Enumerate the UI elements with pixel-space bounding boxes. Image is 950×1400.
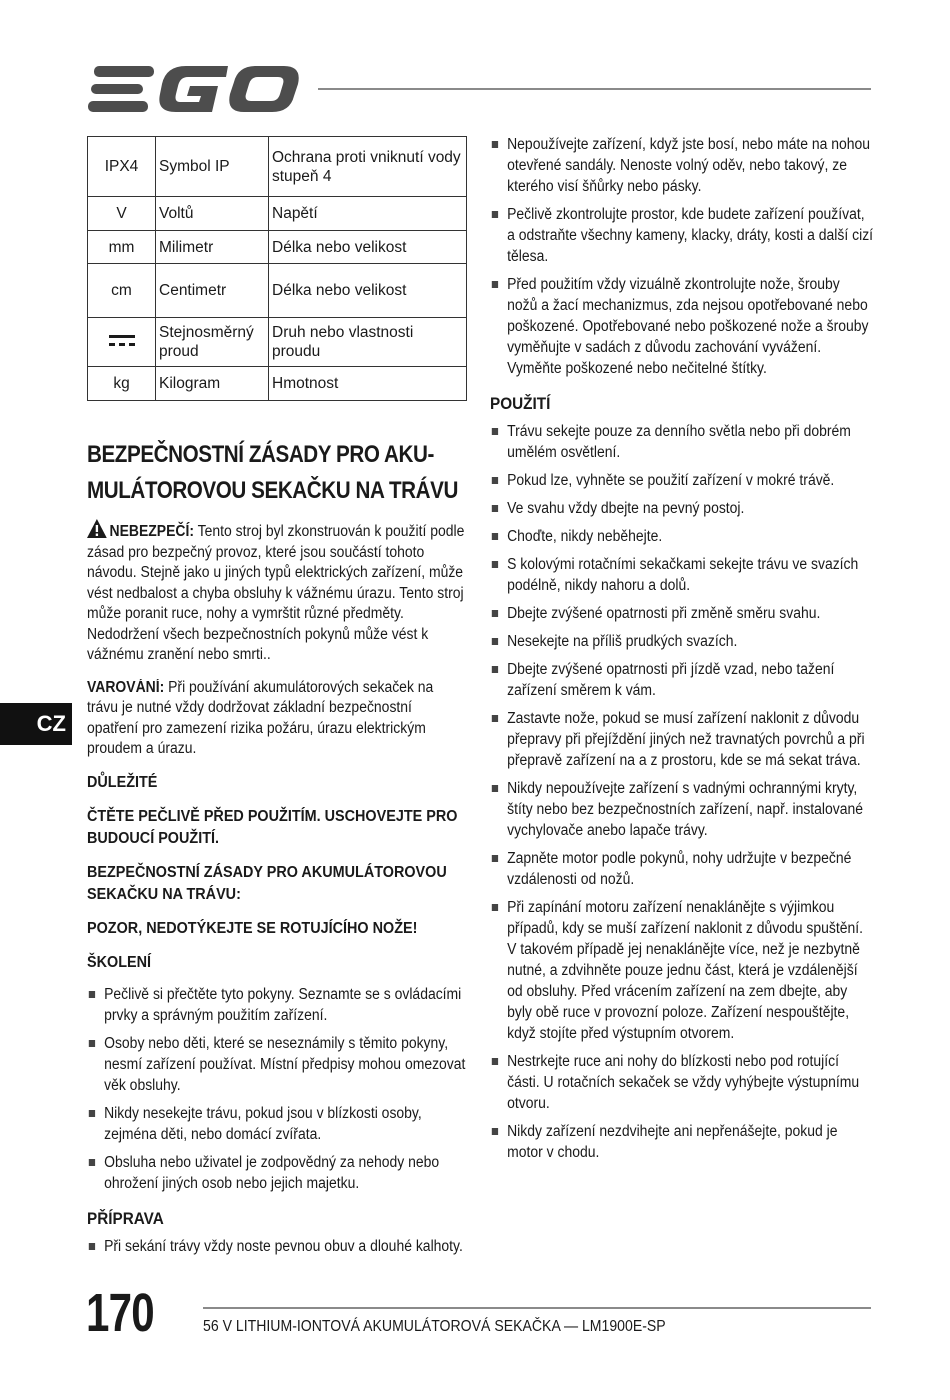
warning-label: VAROVÁNÍ: [87, 678, 165, 696]
ego-logo [88, 64, 300, 114]
symbol-table [87, 136, 467, 401]
warning-paragraph [87, 678, 467, 760]
dc-current-icon [109, 333, 135, 347]
training-list [87, 984, 467, 1194]
symbol-cell: kg [88, 367, 156, 401]
use-heading: POUŽITÍ [490, 394, 551, 413]
meaning-cell: Hmotnost [269, 367, 467, 401]
warning-triangle-icon [87, 519, 107, 538]
table-row [88, 318, 467, 367]
danger-text: Tento stroj byl zkonstruován k použití podle zásad pro bezpečný provoz, které jsou součástí tohoto návodu. Stejně jako u jiných typů elektrických zařízení, může vést nedbalost a chyba obsluhy k vážnému úrazu. Tento stroj může poranit ruce, nohy a vymrštit různé předměty. Nedodržení všech bezpečnostních pokynů může vést k vážnému zranění nebo smrti.. [87, 523, 465, 663]
list-item: Ve svahu vždy dbejte na pevný postoj. [490, 498, 873, 519]
symbol-cell [88, 318, 156, 367]
list-item: Nesekejte na příliš prudkých svazích. [490, 631, 873, 652]
list-item: Dbejte zvýšené opatrnosti při jízdě vzad, nebo tažení zařízení směrem k vám. [490, 659, 873, 701]
list-item: Pečlivě si přečtěte tyto pokyny. Seznamte se s ovládacími prvky a správným použitím zařízení. [87, 984, 467, 1026]
prep-continued-list [490, 134, 873, 379]
name-cell: Symbol IP [156, 137, 269, 197]
list-item: Pečlivě zkontrolujte prostor, kde budete zařízení používat, a odstraňte všechny kameny, klacky, dráty, kosti a další cizí tělesa. [490, 204, 873, 267]
list-item: Před použitím vždy vizuálně zkontrolujte nože, šrouby nožů a žací mechanizmus, zda nejsou opotřebované nebo poškozené. Opotřebované nebo poškozené nože a šrouby vyměňujte v sadách z důvodu zachování vyvážení. Vyměňte poškozené nebo nečitelné štítky. [490, 274, 873, 379]
list-item: Při zapínání motoru zařízení nenaklánějte s výjimkou případů, kdy se muší zařízení naklonit z důvodu spuštění. V takovém případě jej nenaklánějte více, než je nezbytně nutné, a zdvihněte pouze jednu část, která je vzdálenější od obsluhy. Před vrácením zařízení na zem dbejte, aby byly obě ruce v provozní poloze. Zařízení nespouštějte, když stojíte před výstupním otvorem. [490, 897, 873, 1044]
table-row [88, 197, 467, 231]
language-tab: CZ [0, 703, 72, 745]
safety-rules-heading: BEZPEČNOSTNÍ ZÁSADY PRO AKUMULÁTOROVOU SEKAČKU NA TRÁVU: [87, 863, 447, 903]
name-cell: Voltů [156, 197, 269, 231]
meaning-cell: Napětí [269, 197, 467, 231]
list-item: Nikdy nesekejte trávu, pokud jsou v blízkosti osoby, zejména děti, nebo domácí zvířata. [87, 1103, 467, 1145]
table-row [88, 231, 467, 264]
list-item: Zastavte nože, pokud se musí zařízení naklonit z důvodu přepravy při přejíždění jiných než travnatých povrchů a při přepravě zařízení na a z prostoru, kde se má sekat tráva. [490, 708, 873, 771]
symbol-cell: IPX4 [88, 137, 156, 197]
list-item: Nepoužívejte zařízení, když jste bosí, nebo máte na nohou otevřené sandály. Nenoste volný oděv, nebo takový, ze kterého visí šňůrky nebo pásky. [490, 134, 873, 197]
important-heading: DŮLEŽITÉ [87, 773, 158, 791]
name-cell: Stejnosměrný proud [156, 318, 269, 367]
name-cell: Milimetr [156, 231, 269, 264]
list-item: Pokud lze, vyhněte se použití zařízení v mokré trávě. [490, 470, 873, 491]
read-carefully-heading: ČTĚTE PEČLIVĚ PŘED POUŽITÍM. USCHOVEJTE PRO BUDOUCÍ POUŽITÍ. [87, 807, 458, 847]
footer-rule [203, 1307, 871, 1309]
footer-title: 56 V LITHIUM-IONTOVÁ AKUMULÁTOROVÁ SEKAČKA — LM1900E-SP [203, 1318, 666, 1335]
table-row [88, 264, 467, 318]
list-item: Nestrkejte ruce ani nohy do blízkosti nebo pod rotující části. U rotačních sekaček se vždy vyhýbejte výstupnímu otvoru. [490, 1051, 873, 1114]
prep-list [87, 1236, 467, 1257]
section-title: BEZPEČNOSTNÍ ZÁSADY PRO AKU- MULÁTOROVOU SEKAČKU NA TRÁVU [87, 441, 458, 504]
caution-heading: POZOR, NEDOTÝKEJTE SE ROTUJÍCÍHO NOŽE! [87, 919, 418, 937]
meaning-cell: Ochrana proti vniknutí vody stupeň 4 [269, 137, 467, 197]
symbol-cell: mm [88, 231, 156, 264]
list-item: Choďte, nikdy neběhejte. [490, 526, 873, 547]
name-cell: Kilogram [156, 367, 269, 401]
list-item: Trávu sekejte pouze za denního světla nebo při dobrém umělém osvětlení. [490, 421, 873, 463]
left-column [87, 136, 467, 1257]
list-item: Obsluha nebo uživatel je zodpovědný za nehody nebo ohrožení jiných osob nebo jejich majetku. [87, 1152, 467, 1194]
right-column [490, 134, 873, 1163]
list-item: Dbejte zvýšené opatrnosti při změně směru svahu. [490, 603, 873, 624]
danger-label: NEBEZPEČÍ: [109, 523, 194, 540]
list-item: Při sekání trávy vždy noste pevnou obuv a dlouhé kalhoty. [87, 1236, 467, 1257]
symbol-cell: cm [88, 264, 156, 318]
table-row [88, 137, 467, 197]
list-item: Nikdy nepoužívejte zařízení s vadnými ochrannými kryty, štíty nebo bez bezpečnostních zařízení, např. instalované vychylovače anebo lapače trávy. [490, 778, 873, 841]
warning-text: Při používání akumulátorových sekaček na trávu je nutné vždy dodržovat základní bezpečnostní opatření pro zamezení rizika požáru, úrazu elektrickým proudem a úrazu. [87, 678, 434, 757]
list-item: Zapněte motor podle pokynů, nohy udržujte v bezpečné vzdálenosti od nožů. [490, 848, 873, 890]
use-list [490, 421, 873, 1163]
list-item: S kolovými rotačními sekačkami sekejte trávu ve svazích podélně, nikdy nahoru a dolů. [490, 554, 873, 596]
header-rule [318, 88, 871, 90]
danger-paragraph [87, 519, 467, 666]
meaning-cell: Délka nebo velikost [269, 231, 467, 264]
list-item: Osoby nebo děti, které se neseznámily s těmito pokyny, nesmí zařízení používat. Místní předpisy mohou omezovat věk obsluhy. [87, 1033, 467, 1096]
list-item: Nikdy zařízení nezdvihejte ani nepřenášejte, pokud je motor v chodu. [490, 1121, 873, 1163]
name-cell: Centimetr [156, 264, 269, 318]
symbol-cell: V [88, 197, 156, 231]
meaning-cell: Délka nebo velikost [269, 264, 467, 318]
meaning-cell: Druh nebo vlastnosti proudu [269, 318, 467, 367]
training-heading: ŠKOLENÍ [87, 953, 152, 971]
table-row [88, 367, 467, 401]
page-number: 170 [86, 1283, 154, 1343]
prep-heading: PŘÍPRAVA [87, 1208, 164, 1228]
